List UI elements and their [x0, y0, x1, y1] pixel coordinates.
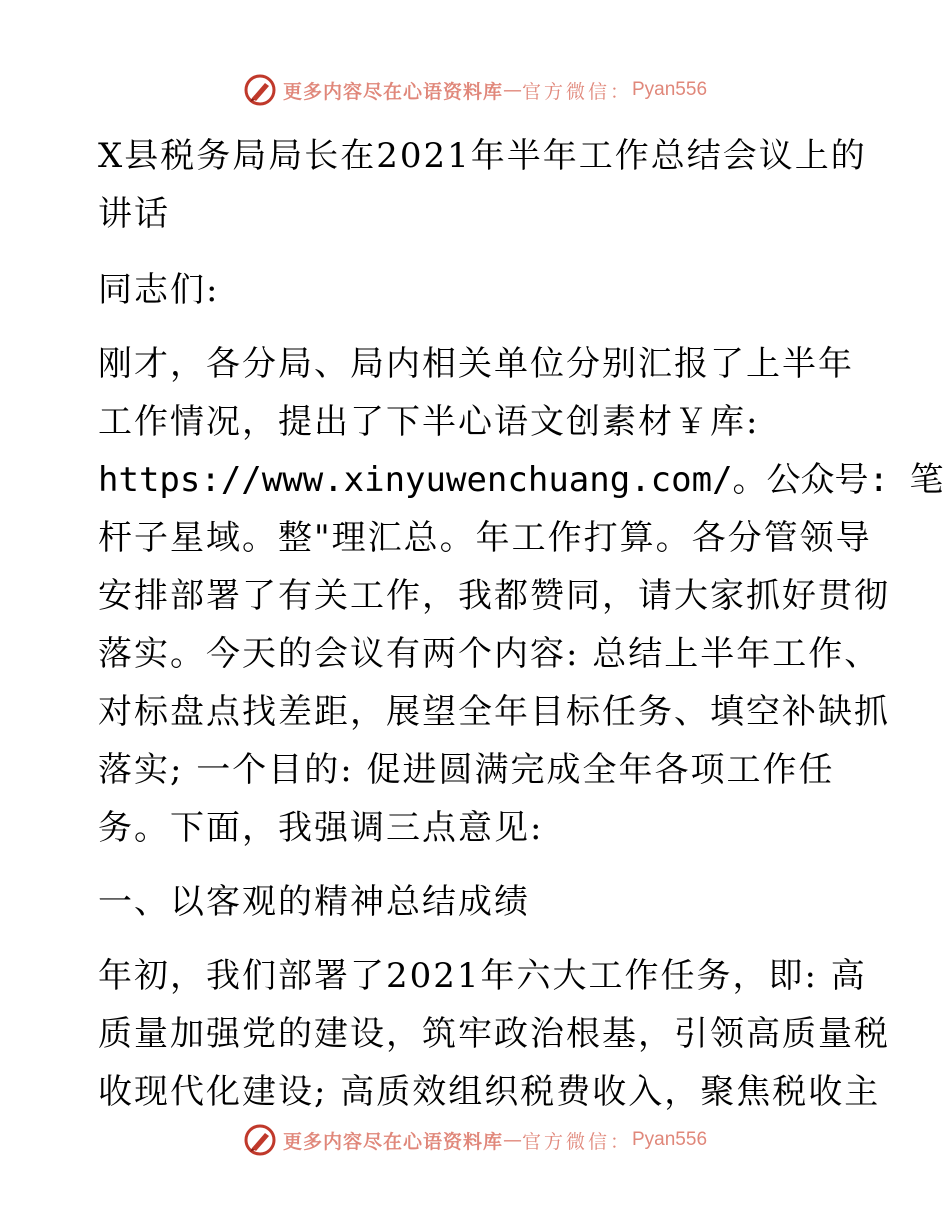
paragraph2-line: 年初，我们部署了2021年六大工作任务，即: 高: [98, 956, 867, 996]
header-watermark-banner: [0, 72, 950, 108]
paragraph2-line: 收现代化建设; 高质效组织税费收入，聚焦税收主: [98, 1072, 881, 1112]
banner-dash: —: [502, 79, 522, 101]
document-title-line-1: X县税务局局长在2021年半年工作总结会议上的: [98, 136, 867, 176]
paragraph1-line: 务。下面，我强调三点意见:: [98, 808, 544, 848]
banner-slogan: 更多内容尽在心语资料库: [282, 80, 503, 103]
banner-wechat-id: Pyan556: [632, 1129, 708, 1150]
paragraph1-line: 杆子星域。整"理汇总。年工作打算。各分管领导: [98, 518, 872, 558]
banner-wechat-label: 官方微信：: [521, 80, 632, 103]
pen-logo-icon: [243, 73, 277, 107]
footer-watermark-banner: [0, 1122, 950, 1158]
banner-slogan: 更多内容尽在心语资料库: [282, 1130, 503, 1153]
paragraph1-line: 刚才，各分局、局内相关单位分别汇报了上半年: [98, 344, 854, 384]
pen-logo-icon: [243, 1123, 277, 1157]
paragraph1-line: 工作情况，提出了下半心语文创素材￥库:: [98, 402, 760, 442]
banner-wechat-id: Pyan556: [632, 79, 708, 100]
banner-wechat-label: 官方微信：: [521, 1130, 632, 1153]
section1-heading: 一、以客观的精神总结成绩: [98, 882, 530, 922]
paragraph1-line: 安排部署了有关工作，我都赞同，请大家抓好贯彻: [98, 576, 890, 616]
paragraph1-url-line: https://www.xinyuwenchuang.com/。公众号: 笔: [98, 460, 944, 500]
banner-dash: —: [502, 1129, 522, 1151]
greeting: 同志们:: [98, 270, 220, 310]
paragraph2-line: 质量加强党的建设，筑牢政治根基，引领高质量税: [98, 1014, 890, 1054]
document-title-line-2: 讲话: [98, 194, 170, 234]
paragraph1-line: 落实。今天的会议有两个内容: 总结上半年工作、: [98, 634, 881, 674]
paragraph1-line: 落实; 一个目的: 促进圆满完成全年各项工作任: [98, 750, 835, 790]
paragraph1-line: 对标盘点找差距，展望全年目标任务、填空补缺抓: [98, 692, 890, 732]
